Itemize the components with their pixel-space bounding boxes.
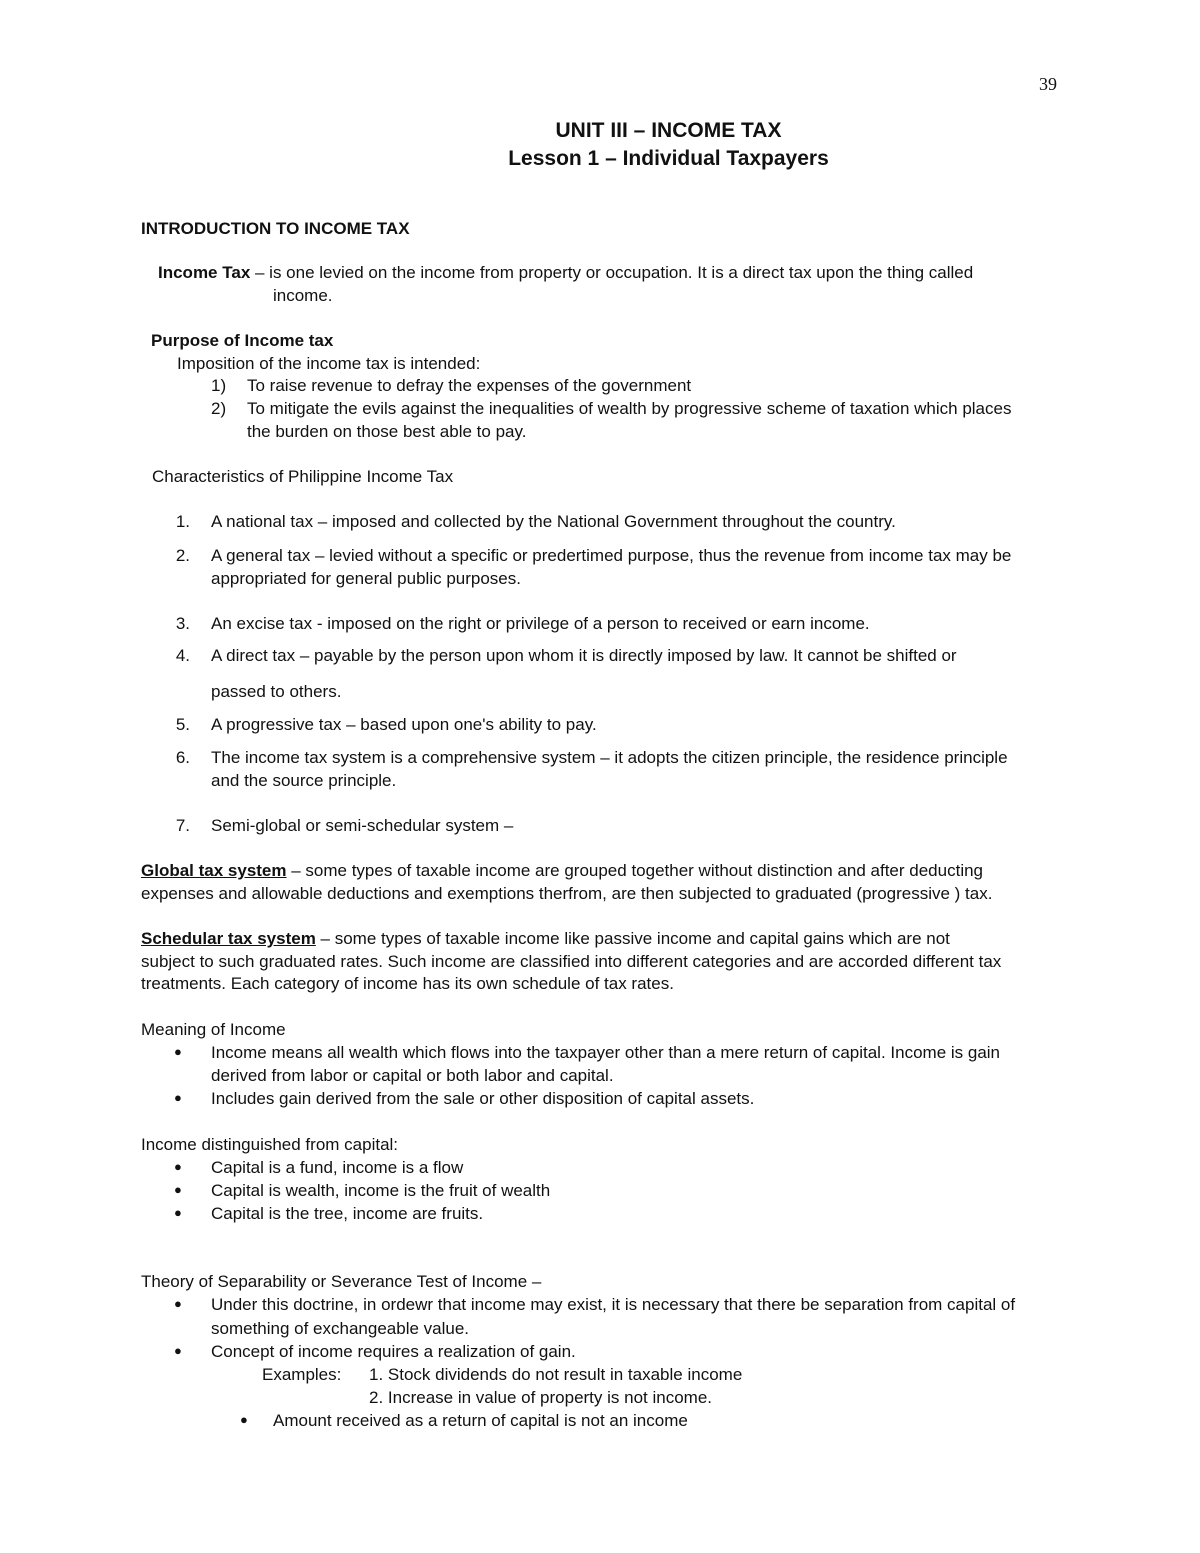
global-tax-paragraph <box>141 860 983 881</box>
global-tax-line1: – some types of taxable income are grouped together without distinction and after deducting <box>286 861 984 880</box>
bullet-icon: ● <box>174 1182 182 1197</box>
example-item: 1. Stock dividends do not result in taxable income <box>369 1365 743 1384</box>
global-tax-line2: expenses and allowable deductions and exemptions therfrom, are then subjected to graduated (progressive ) tax. <box>141 884 993 903</box>
purpose-item-marker: 2) <box>211 399 227 418</box>
bullet-icon: ● <box>174 1044 182 1059</box>
list-text-cont: passed to others. <box>211 682 342 701</box>
list-marker: 6. <box>175 748 190 767</box>
characteristics-heading: Characteristics of Philippine Income Tax <box>152 467 454 486</box>
unit-title: UNIT III – INCOME TAX <box>555 119 782 142</box>
schedular-tax-line2: subject to such graduated rates. Such income are classified into different categories and are accorded different tax <box>141 952 1002 971</box>
list-text: The income tax system is a comprehensive system – it adopts the citizen principle, the residence principle <box>211 748 1008 767</box>
income-tax-def-line1: – is one levied on the income from property or occupation. It is a direct tax upon the thing called <box>250 263 974 282</box>
bullet-icon: ● <box>174 1090 182 1105</box>
purpose-item-text-cont: the burden on those best able to pay. <box>247 422 527 441</box>
income-tax-def-line2: income. <box>273 286 333 305</box>
list-text: Semi-global or semi-schedular system – <box>211 816 514 835</box>
list-text: A national tax – imposed and collected by the National Government throughout the country. <box>211 512 896 531</box>
meaning-heading: Meaning of Income <box>141 1020 286 1039</box>
examples-label: Examples: <box>262 1365 342 1384</box>
bullet-text-cont: derived from labor or capital or both labor and capital. <box>211 1066 614 1085</box>
bullet-icon: ● <box>174 1159 182 1174</box>
income-tax-definition <box>158 262 973 283</box>
bullet-text: Income means all wealth which flows into the taxpayer other than a mere return of capital. Income is gain <box>211 1043 1001 1062</box>
global-tax-term: Global tax system <box>141 861 287 880</box>
bullet-text-cont: something of exchangeable value. <box>211 1319 470 1338</box>
list-marker: 7. <box>175 816 190 835</box>
list-marker: 3. <box>175 614 190 633</box>
example-item: 2. Increase in value of property is not income. <box>369 1388 713 1407</box>
bullet-icon: ● <box>174 1343 182 1358</box>
bullet-text: Capital is the tree, income are fruits. <box>211 1204 484 1223</box>
bullet-text: Capital is wealth, income is the fruit of wealth <box>211 1181 551 1200</box>
bullet-text: Concept of income requires a realization of gain. <box>211 1342 576 1361</box>
purpose-item-marker: 1) <box>211 376 227 395</box>
list-marker: 1. <box>175 512 190 531</box>
lesson-title: Lesson 1 – Individual Taxpayers <box>508 147 829 170</box>
purpose-item-text: To raise revenue to defray the expenses of the government <box>247 376 692 395</box>
schedular-tax-term: Schedular tax system <box>141 929 316 948</box>
purpose-intro: Imposition of the income tax is intended: <box>177 354 481 373</box>
bullet-text: Includes gain derived from the sale or other disposition of capital assets. <box>211 1089 755 1108</box>
purpose-heading: Purpose of Income tax <box>151 331 334 350</box>
schedular-tax-line1: – some types of taxable income like passive income and capital gains which are not <box>315 929 950 948</box>
purpose-item-text: To mitigate the evils against the inequalities of wealth by progressive scheme of taxation which places <box>247 399 1012 418</box>
list-text: An excise tax - imposed on the right or privilege of a person to received or earn income. <box>211 614 870 633</box>
sub-bullet-text: Amount received as a return of capital is not an income <box>273 1411 688 1430</box>
list-marker: 5. <box>175 715 190 734</box>
bullet-text: Under this doctrine, in ordewr that income may exist, it is necessary that there be separation from capital of <box>211 1295 1016 1314</box>
list-text-cont: and the source principle. <box>211 771 397 790</box>
list-text: A direct tax – payable by the person upon whom it is directly imposed by law. It cannot be shifted or <box>211 646 957 665</box>
bullet-icon: ● <box>174 1205 182 1220</box>
bullet-icon: ● <box>174 1296 182 1311</box>
schedular-tax-paragraph <box>141 928 950 949</box>
list-marker: 4. <box>175 646 190 665</box>
bullet-text: Capital is a fund, income is a flow <box>211 1158 464 1177</box>
bullet-icon: ● <box>240 1412 248 1427</box>
list-text: A general tax – levied without a specific or predertimed purpose, thus the revenue from income tax may be <box>211 546 1012 565</box>
intro-heading: INTRODUCTION TO INCOME TAX <box>141 219 410 238</box>
list-text-cont: appropriated for general public purposes. <box>211 569 521 588</box>
page-number: 39 <box>1039 74 1057 94</box>
list-text: A progressive tax – based upon one's ability to pay. <box>211 715 597 734</box>
income-vs-capital-heading: Income distinguished from capital: <box>141 1135 399 1154</box>
separability-heading: Theory of Separability or Severance Test of Income – <box>141 1272 542 1291</box>
income-tax-term: Income Tax <box>158 263 251 282</box>
schedular-tax-line3: treatments. Each category of income has its own schedule of tax rates. <box>141 974 674 993</box>
list-marker: 2. <box>175 546 190 565</box>
